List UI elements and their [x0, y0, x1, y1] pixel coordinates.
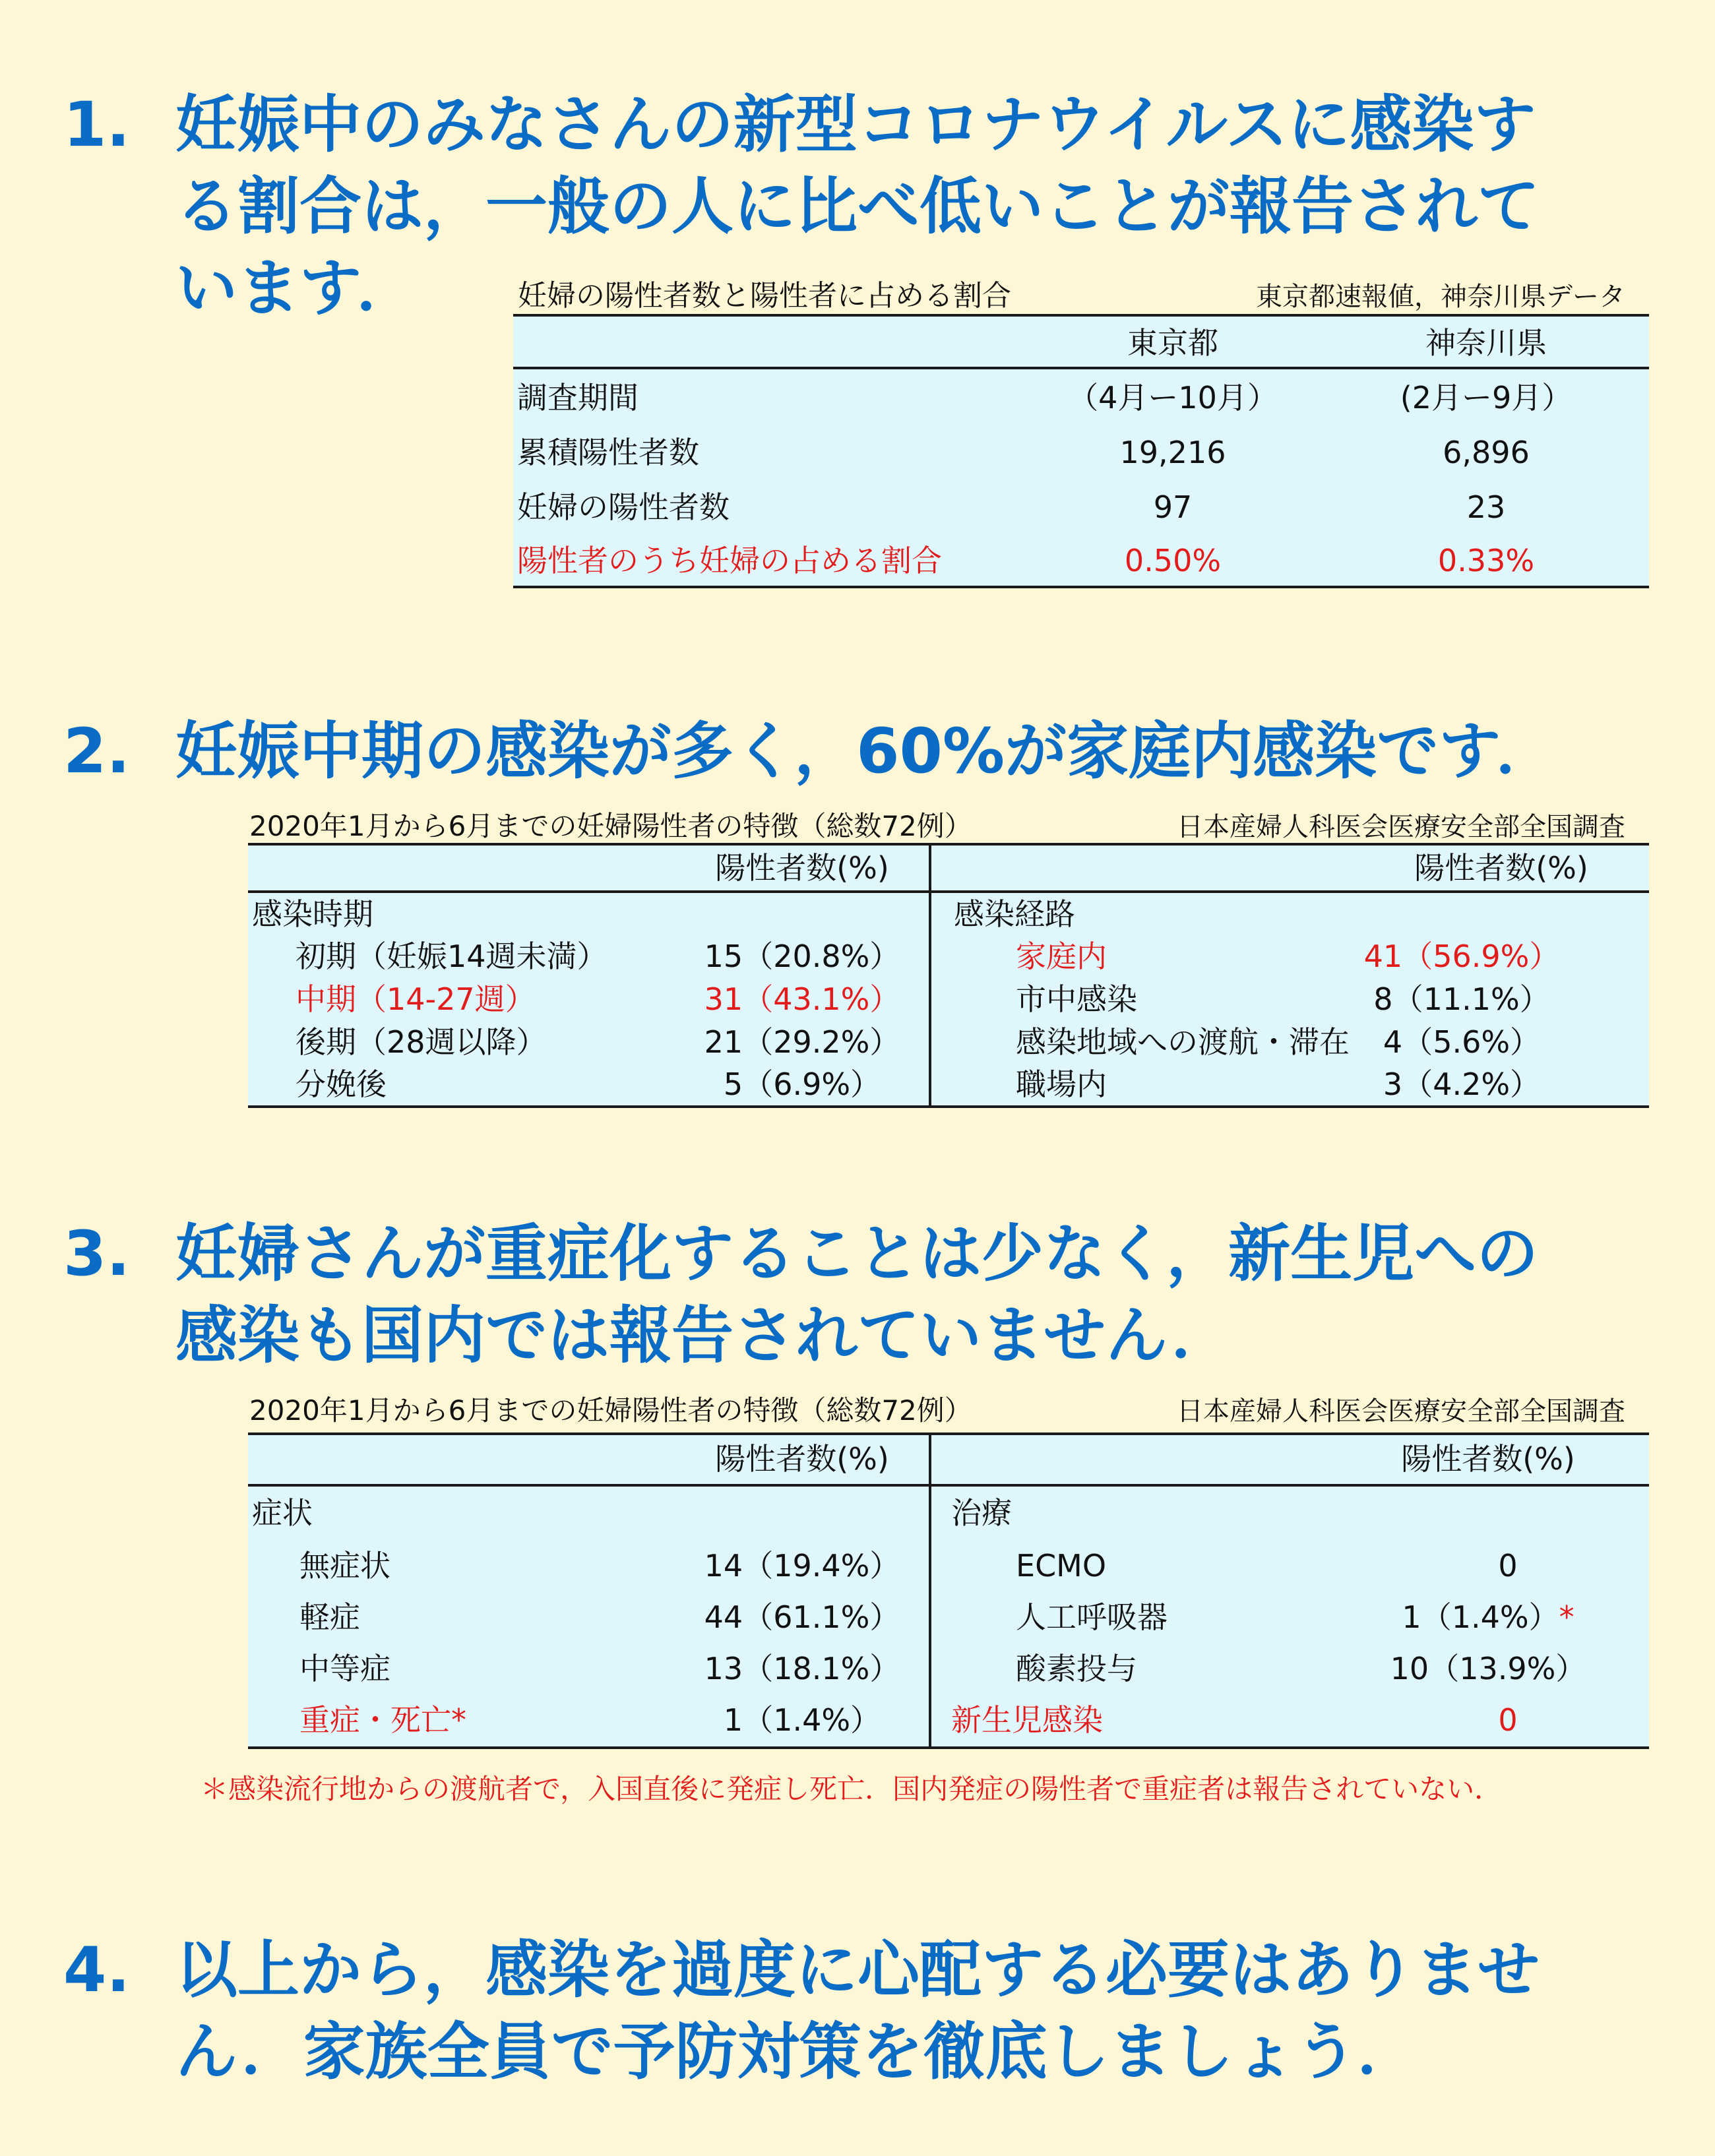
row-label-highlight: 陽性者のうち妊婦の占める割合 [517, 543, 942, 578]
table-2 [248, 843, 1649, 1108]
row-value-tokyo-highlight: 0.50% [1124, 543, 1222, 578]
left-row-label: 分娩後 [296, 1066, 387, 1102]
left-row-value: 14（19.4%） [704, 1548, 900, 1584]
left-header: 陽性者数(%) [715, 1441, 889, 1477]
row-value-tokyo: （4月ー10月） [1068, 380, 1278, 416]
section-number: 4. [63, 1934, 131, 2006]
left-row-value: 5（6.9%） [723, 1066, 881, 1102]
left-row-value: 15（20.8%） [704, 939, 900, 974]
row-value-kanagawa: (2月ー9月） [1400, 380, 1573, 416]
right-row-value: 0 [1498, 1548, 1518, 1584]
left-category: 感染時期 [252, 896, 373, 932]
right-footer-value-highlight: 0 [1498, 1702, 1518, 1738]
col-header-kanagawa: 神奈川県 [1425, 325, 1547, 361]
right-category: 感染経路 [954, 896, 1075, 932]
right-row-label: ECMO [1016, 1548, 1107, 1584]
right-row-value: 4（5.6%） [1383, 1024, 1541, 1060]
table-1-caption: 妊婦の陽性者数と陽性者に占める割合 [518, 279, 1011, 313]
section-text: 妊娠中のみなさんの新型コロナウイルスに感染す る割合は，一般の人に比べ低いことが報告されて います． [175, 89, 1540, 324]
right-row-value: 1（1.4%）* [1402, 1599, 1575, 1635]
left-row-value: 13（18.1%） [704, 1651, 900, 1686]
section-number: 3. [63, 1218, 131, 1290]
table-3-caption: 2020年1月から6月までの妊婦陽性者の特徴（総数72例） [249, 1394, 972, 1427]
table-1 [513, 314, 1649, 588]
row-label: 調査期間 [517, 380, 639, 416]
footnote-mark: * [1559, 1599, 1575, 1635]
right-row-value: 8（11.1%） [1373, 981, 1550, 1017]
left-header: 陽性者数(%) [715, 850, 889, 886]
right-row-value-highlight: 41（56.9%） [1363, 939, 1560, 974]
left-row-value: 21（29.2%） [704, 1024, 900, 1060]
row-value-kanagawa: 23 [1466, 489, 1506, 525]
right-header: 陽性者数(%) [1414, 850, 1588, 886]
right-row-label: 職場内 [1016, 1066, 1107, 1102]
section-4-heading [63, 1930, 1660, 2093]
row-label: 妊婦の陽性者数 [517, 489, 730, 525]
section-2-heading [63, 711, 1660, 793]
right-category: 治療 [951, 1495, 1012, 1531]
left-row-label: 無症状 [299, 1548, 390, 1584]
right-row-label-highlight: 家庭内 [1016, 939, 1107, 974]
left-row-label-highlight: 中期（14-27週） [296, 981, 536, 1017]
footnote: ＊感染流行地からの渡航者で，入国直後に発症し死亡．国内発症の陽性者で重症者は報告されていない． [201, 1773, 1503, 1805]
table-2-source: 日本産婦人科医会医療安全部全国調査 [1177, 812, 1625, 842]
left-row-value: 1（1.4%） [723, 1702, 881, 1738]
table-3-source: 日本産婦人科医会医療安全部全国調査 [1177, 1396, 1625, 1427]
section-text: 以上から，感染を過度に心配する必要はありませ ん．家族全員で予防対策を徹底しましょう． [175, 1934, 1540, 2088]
section-number: 2. [63, 716, 131, 787]
row-value-tokyo: 19,216 [1119, 435, 1226, 470]
table-1-source: 東京都速報値，神奈川県データ [1256, 282, 1625, 312]
left-row-label-highlight: 重症・死亡* [299, 1702, 466, 1738]
table-2-caption: 2020年1月から6月までの妊婦陽性者の特徴（総数72例） [249, 810, 972, 842]
right-header: 陽性者数(%) [1401, 1441, 1575, 1477]
right-row-value: 3（4.2%） [1383, 1066, 1541, 1102]
row-value-kanagawa-highlight: 0.33% [1437, 543, 1535, 578]
row-value-tokyo: 97 [1153, 489, 1193, 525]
right-row-label: 市中感染 [1016, 981, 1137, 1017]
left-row-label: 初期（妊娠14週未満） [296, 939, 608, 974]
section-3-heading [63, 1214, 1660, 1377]
left-row-value: 44（61.1%） [704, 1599, 900, 1635]
right-row-label: 酸素投与 [1016, 1651, 1137, 1686]
row-label: 累積陽性者数 [517, 435, 699, 470]
right-row-value: 10（13.9%） [1390, 1651, 1586, 1686]
right-footer-label-highlight: 新生児感染 [951, 1702, 1103, 1738]
right-row-label: 人工呼吸器 [1016, 1599, 1168, 1635]
section-number: 1. [63, 89, 131, 161]
section-text: 妊娠中期の感染が多く，60%が家庭内感染です． [175, 716, 1558, 787]
left-row-label: 後期（28週以降） [296, 1024, 547, 1060]
left-category: 症状 [252, 1495, 313, 1531]
left-row-value-highlight: 31（43.1%） [704, 981, 900, 1017]
left-row-label: 中等症 [299, 1651, 390, 1686]
row-value-kanagawa: 6,896 [1443, 435, 1530, 470]
col-header-tokyo: 東京都 [1127, 325, 1218, 361]
left-row-label: 軽症 [299, 1599, 360, 1635]
table-3 [248, 1432, 1649, 1749]
section-text: 妊婦さんが重症化することは少なく，新生児への 感染も国内では報告されていません． [175, 1218, 1539, 1372]
right-row-label: 感染地域への渡航・滞在 [1016, 1024, 1350, 1060]
